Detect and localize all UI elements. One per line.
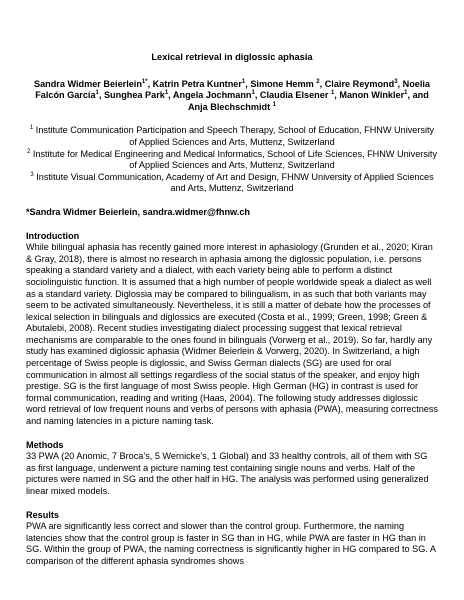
introduction-text: While bilingual aphasia has recently gained more interest in aphasiology (Grunden et al., 2020; Kiran & Gray, 2018), there is almost no research in aphasia among the diglossic population, i.e. persons speaking a standard variety and a dialect, with each variety being able to perform a distinct sociolinguistic function. It is assumed that a high number of people worldwide speak a dialect as well as a standard variety. Diglossia may be compared to bilingualism, in as such that both variants may seem to be activated simultaneously. Nevertheless, it is still a matter of debate how the processes of lexical selection in bilinguals and diglossics are executed (Costa et al., 1999; Green, 1998; Green & Abutalebi, 2008). Recent studies investigating dialect processing suggest that lexical retrieval mechanisms are comparable to the ones found in bilinguals (Vorwerg et al., 2019). So far, hardly any study has examined diglossic aphasia (Widmer Beierlein & Vorwerg, 2020). In Switzerland, a high percentage of Swiss people is diglossic, and Swiss German dialects (SG) are used for oral communication in almost all settings regardless of the social status of the speaker, and enjoy high prestige. SG is the first language of most Swiss people. High German (HG) in contrast is used for formal communication, reading and writing (Haas, 2004). The following study addresses diglossic word retrieval of low frequent nouns and verbs of persons with aphasia (PWA), measuring correctness and naming latencies in a picture naming task. xyxy=(26,242,439,427)
author-list: Sandra Widmer Beierlein$^{1*}$, Katrin Petra Kuntner$^1$, Simone Hemm $^2$, Claire Reymond$^3$, Noelia Falcón García$^1$, Sunghea Park$^1$, Angela Jochmann$^1$, Claudia Elsener $^1$, Manon Winkler$^1$, and Anja Blechschmidt $^1$ xyxy=(33,78,430,112)
paper-title: Lexical retrieval in diglossic aphasia xyxy=(151,52,313,62)
affiliation: $^1$ Institute Communication Participation and Speech Therapy, School of Education, FHNW University of Applied Sciences and Arts, Muttenz, Switzerland xyxy=(29,125,435,147)
results-text: PWA are significantly less correct and slower than the control group. Furthermore, the naming latencies show that the control group is faster in SG than in HG, while PWA are faster in HG than in SG. Within the group of PWA, the naming correctness is significantly higher in HG compared to SG. A comparison of the different aphasia syndromes shows xyxy=(26,521,436,566)
author: Simone Hemm $^2$ xyxy=(250,78,320,89)
author: Noelia Falcón García$^1$ xyxy=(35,78,430,101)
author: Anja Blechschmidt $^1$ xyxy=(187,101,277,112)
section-heading-introduction: Introduction xyxy=(26,230,80,241)
section-heading-methods: Methods xyxy=(26,439,64,450)
author: Angela Jochmann$^1$ xyxy=(172,90,255,101)
author: Sandra Widmer Beierlein$^{1*}$ xyxy=(33,78,148,89)
author: Claudia Elsener $^1$ xyxy=(259,90,335,101)
methods-text: 33 PWA (20 Anomic, 7 Broca’s, 5 Wernicke’s, 1 Global) and 33 healthy controls, all of them with SG as first language, underwent a picture naming test containing single nouns and verbs. Half of the pictures were named in SG and the other half in HG. The analysis was performed using generalized linear mixed models. xyxy=(26,451,429,496)
corresponding-author: *Sandra Widmer Beierlein, sandra.widmer@fhnw.ch xyxy=(26,206,250,217)
author: Katrin Petra Kuntner$^1$ xyxy=(152,78,246,89)
author: Sunghea Park$^1$ xyxy=(103,90,169,101)
author: Manon Winkler$^1$ xyxy=(339,90,408,101)
section-heading-results: Results xyxy=(26,509,59,520)
affiliation: $^2$ Institute for Medical Engineering and Medical Informatics, School of Life Sciences, FHNW University of Applied Sciences and Arts, Muttenz, Switzerland xyxy=(26,148,438,171)
author: Claire Reymond$^3$ xyxy=(324,78,398,89)
affiliation: $^3$ Institute Visual Communication, Academy of Art and Design, FHNW University of Applied Sciences and Arts, Muttenz, Switzerland xyxy=(30,171,434,194)
affiliation-list xyxy=(26,125,438,195)
